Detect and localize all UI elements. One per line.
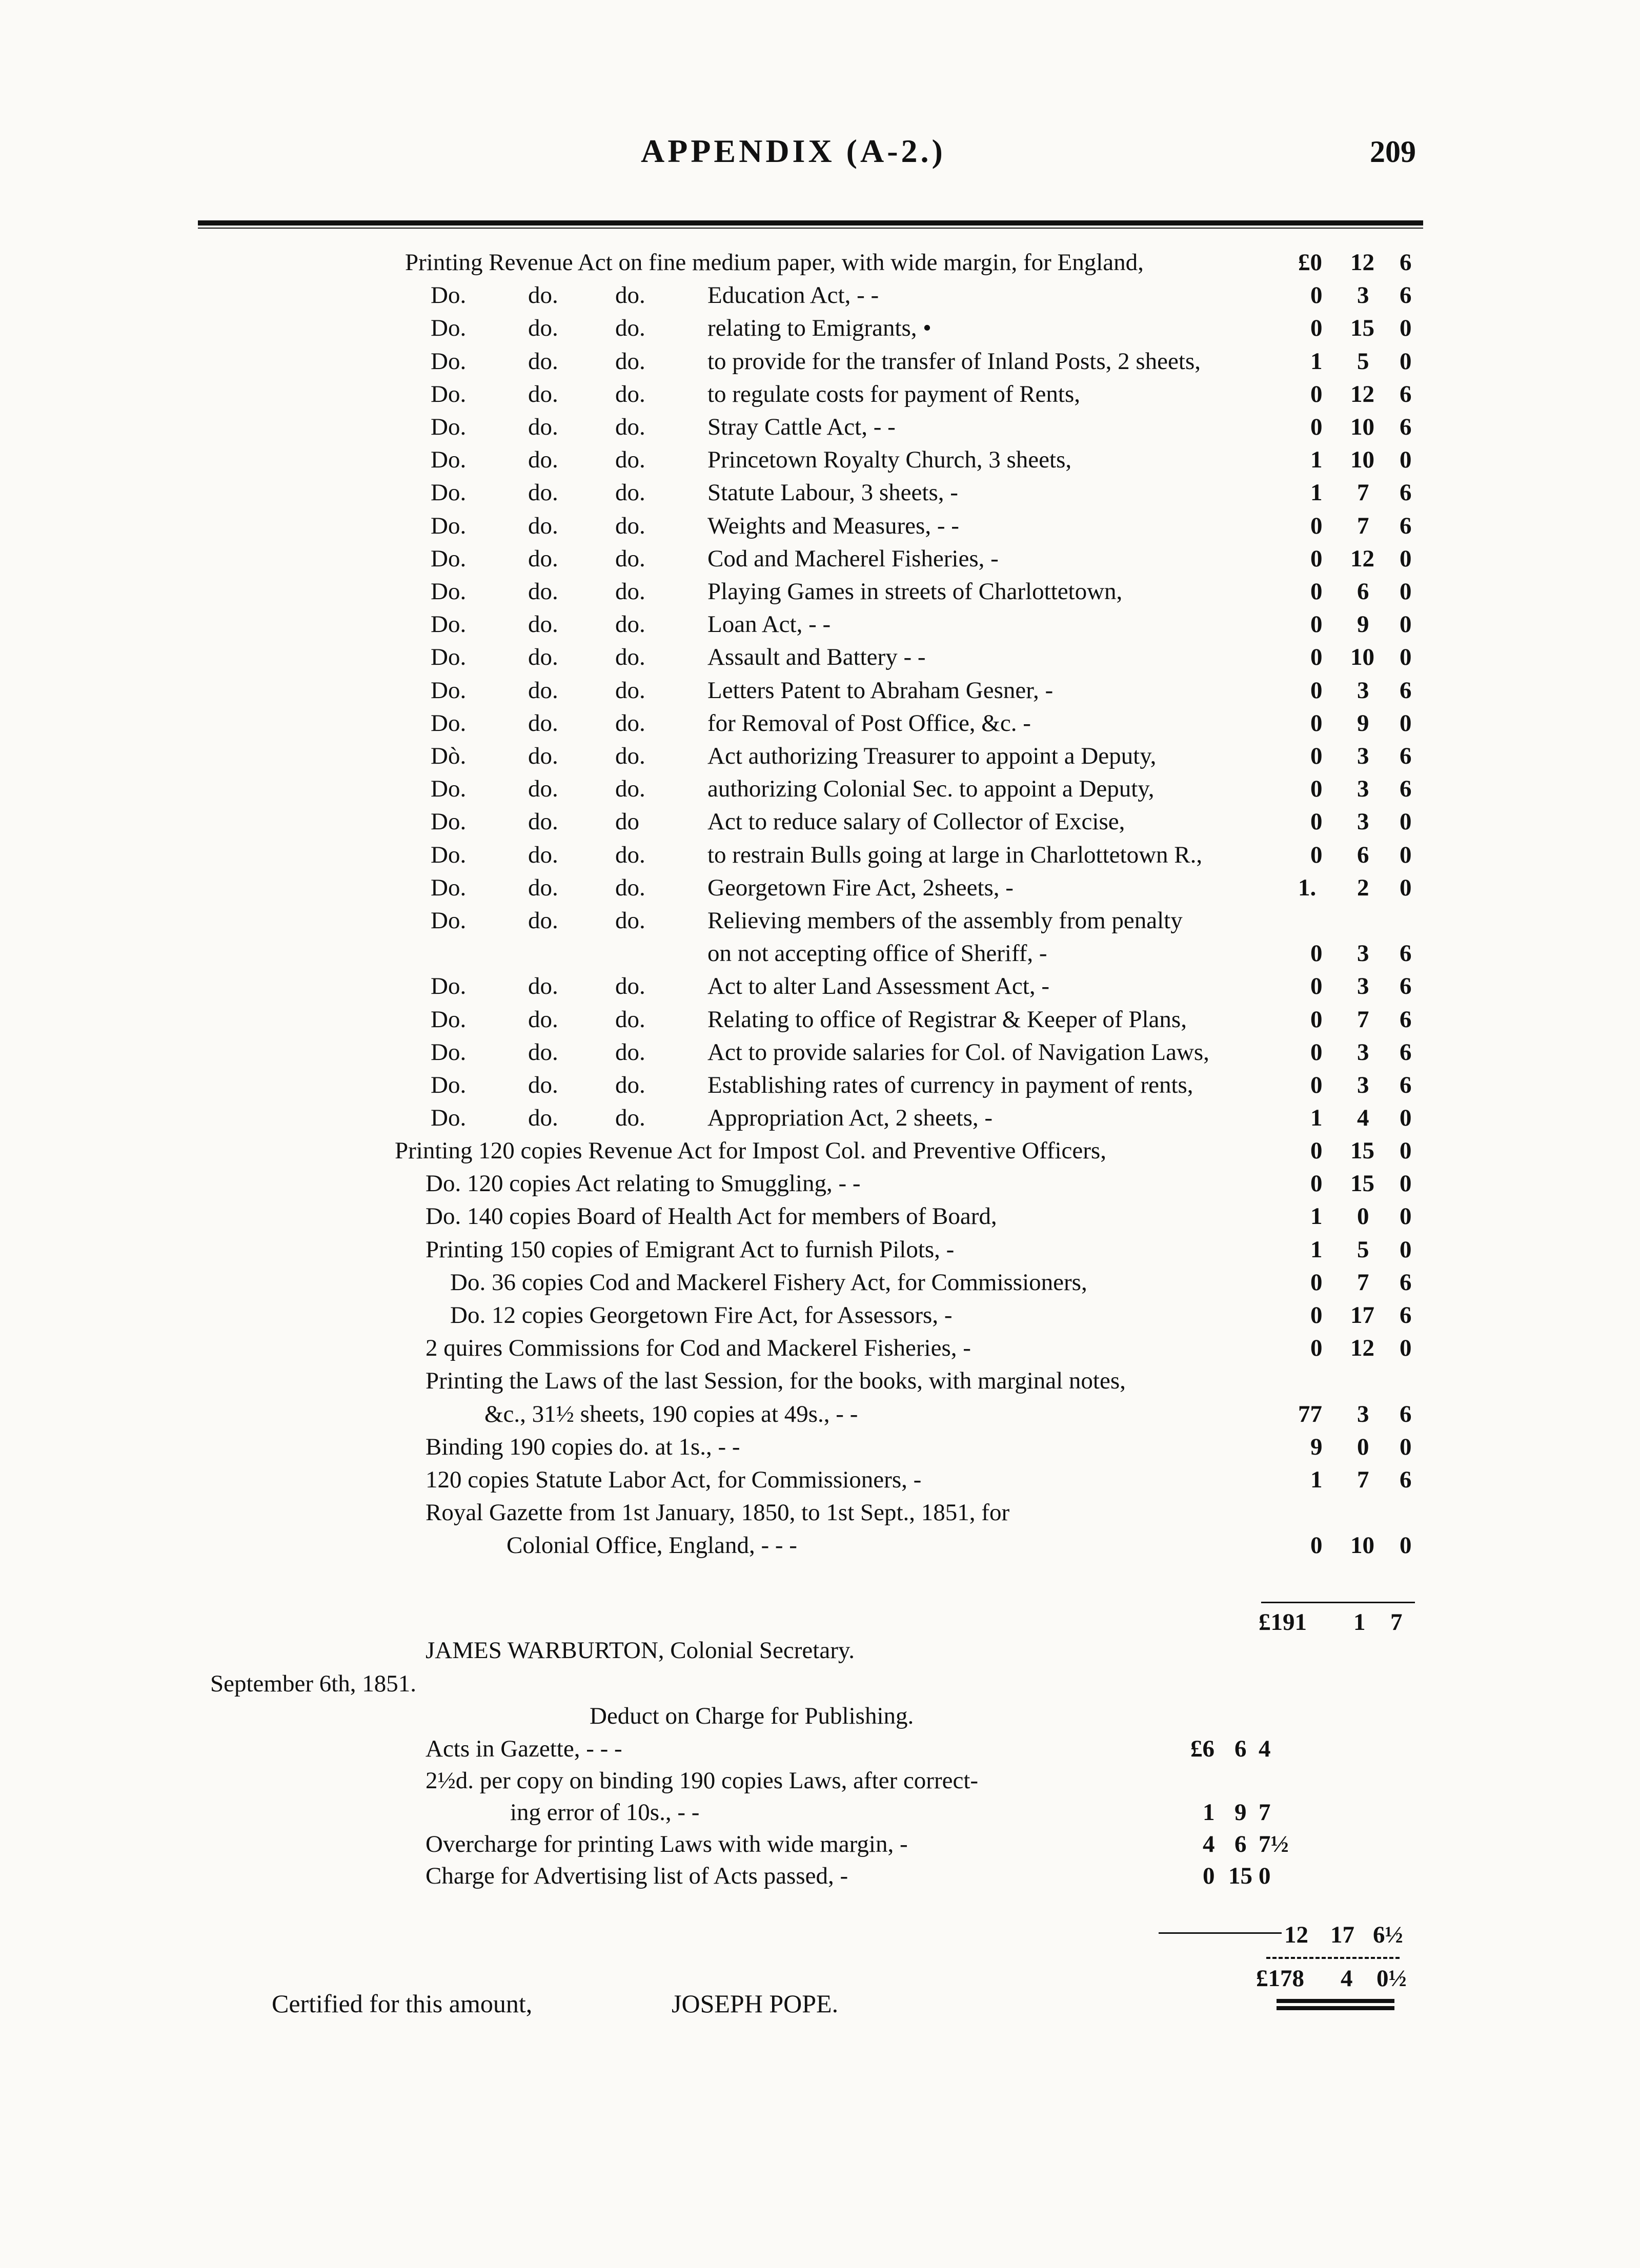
- row-do-1: Do.: [431, 1072, 467, 1098]
- amount-pence: 0: [1400, 1236, 1412, 1263]
- row-do-1: Do.: [431, 578, 467, 605]
- amount-shillings: 0: [1357, 1203, 1369, 1230]
- row-description: Letters Patent to Abraham Gesner, -: [707, 677, 1054, 704]
- row-do-1: Do.: [431, 545, 467, 572]
- row-description: Act to provide salaries for Col. of Navigation Laws,: [707, 1039, 1209, 1066]
- row-description: Weights and Measures, - -: [707, 513, 959, 539]
- amount-pence: 6: [1400, 282, 1412, 309]
- amount-pounds: 1: [1310, 1236, 1323, 1263]
- amount-pounds: 0: [1310, 775, 1323, 802]
- date-line: September 6th, 1851.: [210, 1670, 417, 1697]
- amount-pence: 0: [1400, 348, 1412, 375]
- row-do-3: do.: [615, 710, 645, 737]
- row-do-2: do.: [528, 808, 558, 835]
- row-do-1: Do.: [431, 907, 467, 934]
- final-shillings: 4: [1341, 1965, 1353, 1992]
- final-pence: 0½: [1376, 1965, 1407, 1992]
- amount-shillings: 17: [1350, 1302, 1374, 1329]
- row-description: Establishing rates of currency in payment of rents,: [707, 1072, 1193, 1098]
- amount-shillings: 3: [1357, 1039, 1369, 1066]
- amount-pounds: 1: [1310, 446, 1323, 473]
- amount-pence: 0: [1400, 1105, 1412, 1131]
- row-do-1: Do.: [431, 644, 467, 670]
- row-do-3: do.: [615, 874, 645, 901]
- amount-shillings: 12: [1350, 249, 1374, 276]
- certified-text: Certified for this amount,: [272, 1989, 533, 2018]
- amount-pence: 6: [1400, 743, 1412, 769]
- amount-shillings: 10: [1350, 644, 1374, 670]
- row-do-2: do.: [528, 1006, 558, 1033]
- amount-shillings: 7: [1357, 513, 1369, 539]
- amount-pence: 0: [1400, 315, 1412, 341]
- row-do-3: do.: [615, 414, 645, 440]
- amount-shillings: 15: [1350, 1170, 1374, 1197]
- row-do-2: do.: [528, 282, 558, 309]
- row-do-1: Do.: [431, 842, 467, 868]
- amount-pounds: 0: [1310, 940, 1323, 967]
- row-do-3: do.: [615, 644, 645, 670]
- amount-pence: 6: [1400, 775, 1412, 802]
- amount-pounds: 0: [1310, 282, 1323, 309]
- total-rule: [1261, 1602, 1415, 1603]
- row-description: relating to Emigrants, •: [707, 315, 932, 341]
- row-do-3: do.: [615, 611, 645, 638]
- amount-shillings: 3: [1357, 940, 1369, 967]
- amount-pence: 0: [1400, 611, 1412, 638]
- row-description: 2 quires Commissions for Cod and Mackerel Fisheries, -: [426, 1335, 971, 1361]
- row-do-3: do.: [615, 677, 645, 704]
- row-do-3: do.: [615, 348, 645, 375]
- amount-pounds: 0: [1310, 743, 1323, 769]
- row-do-2: do.: [528, 611, 558, 638]
- amount-pence: 6: [1400, 1302, 1412, 1329]
- row-do-3: do.: [615, 1105, 645, 1131]
- amount-pounds: 0: [1310, 315, 1323, 341]
- row-do-2: do.: [528, 414, 558, 440]
- row-do-3: do: [615, 808, 639, 835]
- amount-shillings: 3: [1357, 775, 1369, 802]
- row-description: Do. 12 copies Georgetown Fire Act, for Assessors, -: [450, 1302, 953, 1329]
- row-description: Georgetown Fire Act, 2sheets, -: [707, 874, 1014, 901]
- page-title: APPENDIX (A-2.): [641, 133, 946, 169]
- row-do-3: do.: [615, 1072, 645, 1098]
- deduct-item: Acts in Gazette, - - -: [426, 1735, 622, 1762]
- header-rule-thin: [198, 228, 1423, 229]
- double-underline: [1277, 1999, 1394, 2003]
- subtotal-shillings: 17: [1330, 1922, 1354, 1948]
- amount-pounds: 0: [1310, 1137, 1323, 1164]
- deduct-item: ing error of 10s., - -: [510, 1799, 700, 1826]
- row-do-1: Do.: [431, 513, 467, 539]
- row-do-2: do.: [528, 842, 558, 868]
- row-do-1: Do.: [431, 874, 467, 901]
- amount-pounds: £0: [1298, 249, 1322, 276]
- row-description: Education Act, - -: [707, 282, 879, 309]
- amount-pounds: 77: [1298, 1401, 1322, 1427]
- amount-pence: 6: [1400, 1006, 1412, 1033]
- row-do-2: do.: [528, 775, 558, 802]
- deduct-item: Overcharge for printing Laws with wide margin, -: [426, 1831, 908, 1857]
- certifier-name: JOSEPH POPE.: [672, 1989, 839, 2018]
- row-do-2: do.: [528, 644, 558, 670]
- amount-pounds: 0: [1310, 808, 1323, 835]
- amount-pounds: 1: [1310, 1105, 1323, 1131]
- row-description: Assault and Battery - -: [707, 644, 926, 670]
- row-do-2: do.: [528, 348, 558, 375]
- amount-shillings: 15: [1350, 1137, 1374, 1164]
- deduct-pence: 4: [1259, 1735, 1271, 1762]
- amount-pence: 0: [1400, 874, 1412, 901]
- amount-pence: 6: [1400, 1466, 1412, 1493]
- amount-shillings: 12: [1350, 545, 1374, 572]
- amount-shillings: 3: [1357, 677, 1369, 704]
- row-description: to restrain Bulls going at large in Charlottetown R.,: [707, 842, 1203, 868]
- amount-pounds: 0: [1310, 545, 1323, 572]
- amount-shillings: 15: [1350, 315, 1374, 341]
- row-do-2: do.: [528, 479, 558, 506]
- amount-shillings: 4: [1357, 1105, 1369, 1131]
- amount-pence: 6: [1400, 973, 1412, 999]
- amount-pence: 6: [1400, 677, 1412, 704]
- amount-pence: 6: [1400, 1039, 1412, 1066]
- row-do-1: Do.: [431, 775, 467, 802]
- deduct-pounds: £6: [1190, 1735, 1214, 1762]
- row-do-1: Do.: [431, 1105, 467, 1131]
- row-do-2: do.: [528, 1072, 558, 1098]
- row-do-2: do.: [528, 743, 558, 769]
- row-do-3: do.: [615, 775, 645, 802]
- total-shillings: 1: [1353, 1609, 1366, 1636]
- amount-pounds: 0: [1310, 513, 1323, 539]
- row-do-3: do.: [615, 513, 645, 539]
- amount-pounds: 0: [1310, 1532, 1323, 1559]
- amount-shillings: 12: [1350, 381, 1374, 407]
- row-description: Printing Revenue Act on fine medium paper, with wide margin, for England,: [405, 249, 1144, 276]
- row-description: Act authorizing Treasurer to appoint a Deputy,: [707, 743, 1157, 769]
- row-do-2: do.: [528, 381, 558, 407]
- amount-pence: 0: [1400, 1203, 1412, 1230]
- amount-pounds: 0: [1310, 578, 1323, 605]
- amount-pence: 6: [1400, 513, 1412, 539]
- amount-pounds: 0: [1310, 381, 1323, 407]
- row-description: Colonial Office, England, - - -: [507, 1532, 797, 1559]
- amount-pounds: 0: [1310, 710, 1323, 737]
- row-do-3: do.: [615, 381, 645, 407]
- amount-pounds: 0: [1310, 611, 1323, 638]
- deduct-pence: 7½: [1259, 1831, 1289, 1857]
- row-do-1: Do.: [431, 611, 467, 638]
- amount-pence: 0: [1400, 710, 1412, 737]
- double-underline-2: [1277, 2006, 1394, 2010]
- amount-shillings: 7: [1357, 479, 1369, 506]
- amount-shillings: 9: [1357, 710, 1369, 737]
- row-do-1: Do.: [431, 1039, 467, 1066]
- row-description: to provide for the transfer of Inland Posts, 2 sheets,: [707, 348, 1201, 375]
- amount-pounds: 1: [1310, 348, 1323, 375]
- amount-pence: 0: [1400, 842, 1412, 868]
- total-rule-2: [1266, 1957, 1400, 1959]
- amount-pence: 0: [1400, 1532, 1412, 1559]
- row-description: for Removal of Post Office, &c. -: [707, 710, 1031, 737]
- amount-pence: 0: [1400, 1170, 1412, 1197]
- row-do-2: do.: [528, 446, 558, 473]
- amount-pence: 6: [1400, 414, 1412, 440]
- row-description: Playing Games in streets of Charlottetown,: [707, 578, 1123, 605]
- row-description: Relieving members of the assembly from penalty: [707, 907, 1183, 934]
- final-pounds: £178: [1256, 1965, 1304, 1992]
- subtotal-pounds: 12: [1284, 1922, 1308, 1948]
- amount-pounds: 9: [1310, 1434, 1323, 1460]
- row-do-3: do.: [615, 1006, 645, 1033]
- row-description: Act to alter Land Assessment Act, -: [707, 973, 1049, 999]
- amount-pence: 6: [1400, 1269, 1412, 1296]
- deduct-heading: Deduct on Charge for Publishing.: [590, 1703, 914, 1729]
- amount-pence: 0: [1400, 446, 1412, 473]
- subtotal-pence: 6½: [1373, 1922, 1403, 1948]
- amount-pence: 0: [1400, 545, 1412, 572]
- row-do-2: do.: [528, 1039, 558, 1066]
- amount-shillings: 2: [1357, 874, 1369, 901]
- deduct-shillings: 15: [1228, 1863, 1252, 1889]
- row-do-2: do.: [528, 1105, 558, 1131]
- deduct-shillings: 6: [1234, 1831, 1247, 1857]
- amount-pence: 6: [1400, 1072, 1412, 1098]
- row-do-1: Dò.: [431, 743, 467, 769]
- row-do-3: do.: [615, 842, 645, 868]
- row-do-2: do.: [528, 315, 558, 341]
- amount-pounds: 1: [1310, 1203, 1323, 1230]
- row-do-3: do.: [615, 545, 645, 572]
- row-do-1: Do.: [431, 973, 467, 999]
- row-description: Binding 190 copies do. at 1s., - -: [426, 1434, 740, 1460]
- amount-pence: 6: [1400, 249, 1412, 276]
- row-do-3: do.: [615, 1039, 645, 1066]
- amount-shillings: 9: [1357, 611, 1369, 638]
- row-do-2: do.: [528, 513, 558, 539]
- amount-pence: 6: [1400, 1401, 1412, 1427]
- amount-pence: 6: [1400, 479, 1412, 506]
- amount-pounds: 1.: [1298, 874, 1317, 901]
- amount-pence: 6: [1400, 381, 1412, 407]
- deduct-pence: 7: [1259, 1799, 1271, 1826]
- amount-shillings: 3: [1357, 1072, 1369, 1098]
- row-do-1: Do.: [431, 381, 467, 407]
- amount-shillings: 0: [1357, 1434, 1369, 1460]
- row-do-2: do.: [528, 907, 558, 934]
- amount-pounds: 0: [1310, 644, 1323, 670]
- row-do-3: do.: [615, 907, 645, 934]
- amount-shillings: 3: [1357, 808, 1369, 835]
- row-do-1: Do.: [431, 282, 467, 309]
- row-do-2: do.: [528, 710, 558, 737]
- amount-pounds: 0: [1310, 1335, 1323, 1361]
- row-description: &c., 31½ sheets, 190 copies at 49s., - -: [484, 1401, 858, 1427]
- amount-pounds: 0: [1310, 1170, 1323, 1197]
- row-description: Princetown Royalty Church, 3 sheets,: [707, 446, 1072, 473]
- amount-pence: 0: [1400, 578, 1412, 605]
- row-do-1: Do.: [431, 446, 467, 473]
- row-do-2: do.: [528, 973, 558, 999]
- amount-pounds: 0: [1310, 842, 1323, 868]
- row-do-1: Do.: [431, 710, 467, 737]
- row-do-3: do.: [615, 446, 645, 473]
- amount-shillings: 3: [1357, 743, 1369, 769]
- row-description: Stray Cattle Act, - -: [707, 414, 896, 440]
- row-description: Statute Labour, 3 sheets, -: [707, 479, 958, 506]
- header-rule: [198, 220, 1423, 226]
- row-description: to regulate costs for payment of Rents,: [707, 381, 1081, 407]
- amount-pence: 0: [1400, 1335, 1412, 1361]
- row-do-3: do.: [615, 973, 645, 999]
- deduct-pence: 0: [1259, 1863, 1271, 1889]
- amount-pence: 6: [1400, 940, 1412, 967]
- row-do-2: do.: [528, 677, 558, 704]
- amount-pounds: 0: [1310, 1302, 1323, 1329]
- total-pence: 7: [1390, 1609, 1403, 1636]
- deduct-pounds: 4: [1203, 1831, 1215, 1857]
- amount-shillings: 3: [1357, 282, 1369, 309]
- amount-pounds: 0: [1310, 1039, 1323, 1066]
- deduct-item: Charge for Advertising list of Acts passed, -: [426, 1863, 848, 1889]
- row-description: Appropriation Act, 2 sheets, -: [707, 1105, 993, 1131]
- amount-pence: 0: [1400, 808, 1412, 835]
- row-description: 120 copies Statute Labor Act, for Commissioners, -: [426, 1466, 922, 1493]
- row-do-2: do.: [528, 578, 558, 605]
- row-description: Do. 140 copies Board of Health Act for members of Board,: [426, 1203, 997, 1230]
- amount-shillings: 6: [1357, 842, 1369, 868]
- row-do-1: Do.: [431, 348, 467, 375]
- amount-shillings: 7: [1357, 1466, 1369, 1493]
- amount-pounds: 0: [1310, 1006, 1323, 1033]
- amount-pounds: 0: [1310, 1072, 1323, 1098]
- row-description: Do. 120 copies Act relating to Smuggling, - -: [426, 1170, 861, 1197]
- amount-pounds: 1: [1310, 1466, 1323, 1493]
- amount-shillings: 7: [1357, 1006, 1369, 1033]
- amount-shillings: 6: [1357, 578, 1369, 605]
- row-description: Royal Gazette from 1st January, 1850, to 1st Sept., 1851, for: [426, 1499, 1010, 1526]
- amount-shillings: 10: [1350, 446, 1374, 473]
- secretary-signature: JAMES WARBURTON, Colonial Secretary.: [426, 1637, 855, 1664]
- row-do-2: do.: [528, 874, 558, 901]
- deduct-shillings: 6: [1234, 1735, 1247, 1762]
- amount-pounds: 1: [1310, 479, 1323, 506]
- amount-pence: 0: [1400, 1137, 1412, 1164]
- page-number: 209: [1370, 135, 1416, 169]
- amount-shillings: 3: [1357, 1401, 1369, 1427]
- amount-shillings: 10: [1350, 1532, 1374, 1559]
- row-description: Act to reduce salary of Collector of Excise,: [707, 808, 1125, 835]
- row-do-1: Do.: [431, 677, 467, 704]
- row-do-1: Do.: [431, 479, 467, 506]
- row-do-3: do.: [615, 479, 645, 506]
- amount-shillings: 10: [1350, 414, 1374, 440]
- row-description: Do. 36 copies Cod and Mackerel Fishery Act, for Commissioners,: [450, 1269, 1087, 1296]
- amount-pounds: 0: [1310, 973, 1323, 999]
- amount-pounds: 0: [1310, 414, 1323, 440]
- row-do-1: Do.: [431, 808, 467, 835]
- amount-pounds: 0: [1310, 677, 1323, 704]
- row-description: Cod and Macherel Fisheries, -: [707, 545, 999, 572]
- row-do-1: Do.: [431, 414, 467, 440]
- row-description: authorizing Colonial Sec. to appoint a Deputy,: [707, 775, 1155, 802]
- deduct-pounds: 0: [1203, 1863, 1215, 1889]
- row-description: Printing 150 copies of Emigrant Act to furnish Pilots, -: [426, 1236, 955, 1263]
- deduct-item: 2½d. per copy on binding 190 copies Laws, after correct-: [426, 1767, 979, 1794]
- deduct-pounds: 1: [1203, 1799, 1215, 1826]
- row-do-1: Do.: [431, 315, 467, 341]
- amount-shillings: 12: [1350, 1335, 1374, 1361]
- row-do-3: do.: [615, 282, 645, 309]
- amount-shillings: 5: [1357, 348, 1369, 375]
- row-do-3: do.: [615, 315, 645, 341]
- amount-shillings: 5: [1357, 1236, 1369, 1263]
- total-pounds: £191: [1259, 1609, 1307, 1636]
- row-description: Relating to office of Registrar & Keeper of Plans,: [707, 1006, 1187, 1033]
- amount-shillings: 7: [1357, 1269, 1369, 1296]
- row-description: Loan Act, - -: [707, 611, 831, 638]
- amount-pounds: 0: [1310, 1269, 1323, 1296]
- row-do-3: do.: [615, 578, 645, 605]
- amount-shillings: 3: [1357, 973, 1369, 999]
- row-do-3: do.: [615, 743, 645, 769]
- amount-pence: 0: [1400, 1434, 1412, 1460]
- deduct-shillings: 9: [1234, 1799, 1247, 1826]
- row-description: on not accepting office of Sheriff, -: [707, 940, 1047, 967]
- row-description: Printing the Laws of the last Session, for the books, with marginal notes,: [426, 1367, 1126, 1394]
- deduct-rule: [1159, 1932, 1282, 1934]
- row-description: Printing 120 copies Revenue Act for Impost Col. and Preventive Officers,: [395, 1137, 1106, 1164]
- row-do-1: Do.: [431, 1006, 467, 1033]
- row-do-2: do.: [528, 545, 558, 572]
- amount-pence: 0: [1400, 644, 1412, 670]
